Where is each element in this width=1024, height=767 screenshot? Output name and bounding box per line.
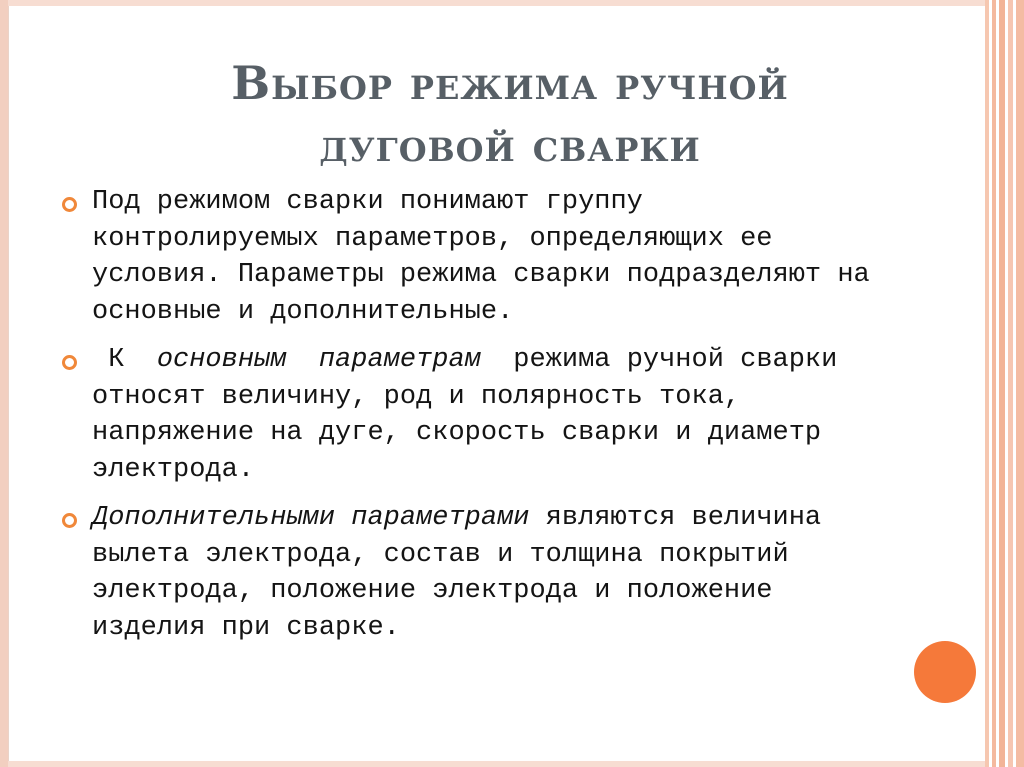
bullet-item (62, 342, 882, 488)
bullet-text-emphasis: основным параметрам (156, 345, 481, 375)
ring-bullet-icon (62, 197, 77, 212)
orange-circle-decoration (914, 641, 976, 703)
right-decorative-stripes (985, 0, 1024, 767)
bullet-text-rest: являются величина вылета электрода, состав и толщина покрытий электрода, положение электрода и положение изделия при сварке. (92, 503, 838, 643)
ring-bullet-icon (62, 513, 77, 528)
bullet-text: Под режимом сварки понимают группу контролируемых параметров, определяющих ее условия. Параметры режима сварки подразделяют на основные и дополнительные. (92, 187, 870, 327)
bullet-item (62, 500, 882, 646)
slide-title-line-2: дуговой сварки (319, 118, 701, 172)
bullet-text-lead: К (92, 345, 157, 375)
slide-title (110, 52, 910, 176)
bullet-item (62, 184, 882, 330)
bullet-list (62, 184, 882, 658)
bullet-text-emphasis: Дополнительными параметрами (92, 503, 530, 533)
frame-bottom-border (0, 761, 985, 767)
slide-title-line-1: Выбор режима ручной (231, 56, 789, 110)
ring-bullet-icon (62, 355, 77, 370)
frame-left-border (0, 0, 8, 767)
bullet-text-rest: режима ручной сварки относят величину, род и полярность тока, напряжение на дуге, скорость сварки и диаметр электрода. (92, 345, 854, 485)
